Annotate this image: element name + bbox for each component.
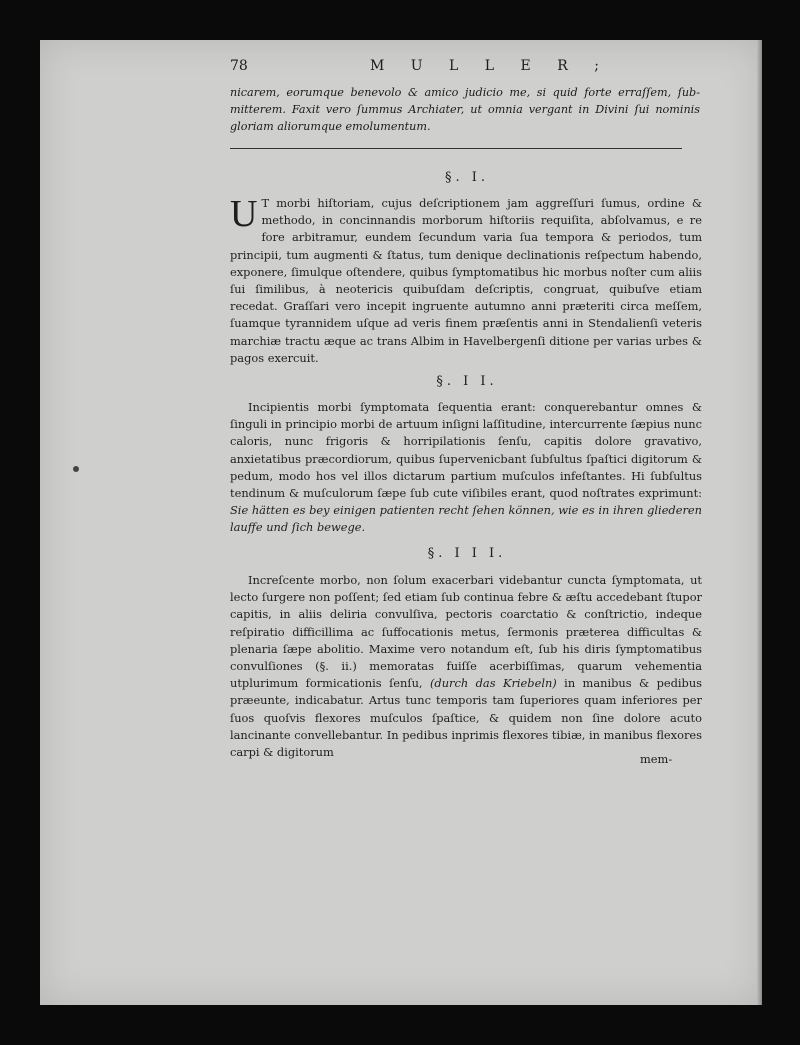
section-2-german-quote: Sie hätten es bey einigen patienten recht ſehen können, wie es in ihren gliederen lauffe und ſich bewege. bbox=[230, 503, 702, 535]
section-2-heading: §. I I. bbox=[436, 374, 498, 389]
page-number: 78 bbox=[230, 58, 248, 74]
carryover-text: nicarem, eorumque benevolo & amico judicio me, si quid forte erraſſem, ſub-mitterem. Faxit vero ſummus Archiater, ut omnia vergant in Divini ſui nominis gloriam aliorumque emolumentum. bbox=[230, 86, 700, 133]
header-rule bbox=[230, 148, 682, 149]
section-1-heading: §. I. bbox=[444, 170, 490, 185]
section-3-german-phrase: (durch das Kriebeln) bbox=[429, 676, 557, 691]
section-1-paragraph bbox=[230, 195, 702, 367]
section-3-text-a: Increſcente morbo, non ſolum exacerbari videbantur cuncta ſymptomata, ut lecto ſurgere non poſſent; ſed etiam ſub continua febre & æſtu accedebant ſtupor capitis, in aliis deliria convulſiva, pectoris coarctatio & conſtrictio, indeque reſpiratio difficillima ac ſuffocationis metus, ſermonis præterea difficultas & plenaria ſæpe abolitio. Maxime vero notandum eſt, ſub his diris ſymptomatibus convulſiones (§. ii.) memoratas fuiſſe acerbiſſimas, quarum vehementia utplurimum formicationis ſenſu, bbox=[230, 573, 702, 691]
page-header bbox=[230, 58, 700, 84]
catchword: mem- bbox=[640, 752, 673, 766]
section-3-heading: §. I I I. bbox=[427, 546, 507, 561]
section-3-paragraph bbox=[230, 572, 702, 761]
drop-cap: U bbox=[230, 193, 258, 235]
section-2-paragraph bbox=[230, 399, 702, 537]
section-3-text-b: in manibus & pedibus præeunte, indicabatur. Artus tunc temporis tam ſuperiores quam inferiores per ſuos quoſvis flexores muſculos ſpaſtice, & quidem non ſine dolore acuto lancinante convellebantur. In pedibus inprimis flexores tibiæ, in manibus flexores carpi & digitorum bbox=[230, 676, 703, 760]
page-edge-shadow bbox=[757, 40, 762, 1005]
ink-spot bbox=[73, 466, 79, 472]
section-1-text: T morbi hiſtoriam, cujus deſcriptionem jam aggreſſuri ſumus, ordine & methodo, in concinnandis morborum hiſtoriis requiſita, abſolvamus, e re fore arbitramur, eundem ſecundum varia ſua tempora & periodos, tum principii, tum augmenti & ſtatus, tum denique declinationis reſpectum habendo, exponere, ſimulque oſtendere, quibus ſymptomatibus hic morbus noſter cum aliis ſui ſimilibus, à neotericis quibuſdam deſcriptis, congruat, quibuſve etiam recedat. Graſſari vero incepit ingruente autumno anni præteriti circa meſſem, ſuamque tyrannidem uſque ad veris finem præſentis anni in Stendalienſi veteris marchiæ tractu æque ac trans Albim in Havelbergenſi ditione per varias urbes & pagos exercuit. bbox=[230, 196, 702, 365]
running-title: M U L L E R ; bbox=[370, 58, 610, 74]
section-2-text: Incipientis morbi ſymptomata ſequentia erant: conquerebantur omnes & ſinguli in principio morbi de artuum inſigni laſſitudine, intercurrente ſæpius nunc caloris, nunc frigoris & horripilationis ſenſu, capitis dolore gravativo, anxietatibus præcordiorum, quibus ſupervenicbant ſubſultus ſpaſtici digitorum & pedum, modo hos vel illos dictarum partium muſculos infeſtantes. Hi ſubſultus tendinum & muſculorum ſæpe ſub cute viſibiles erant, quod noſtrates exprimunt: bbox=[230, 400, 702, 501]
